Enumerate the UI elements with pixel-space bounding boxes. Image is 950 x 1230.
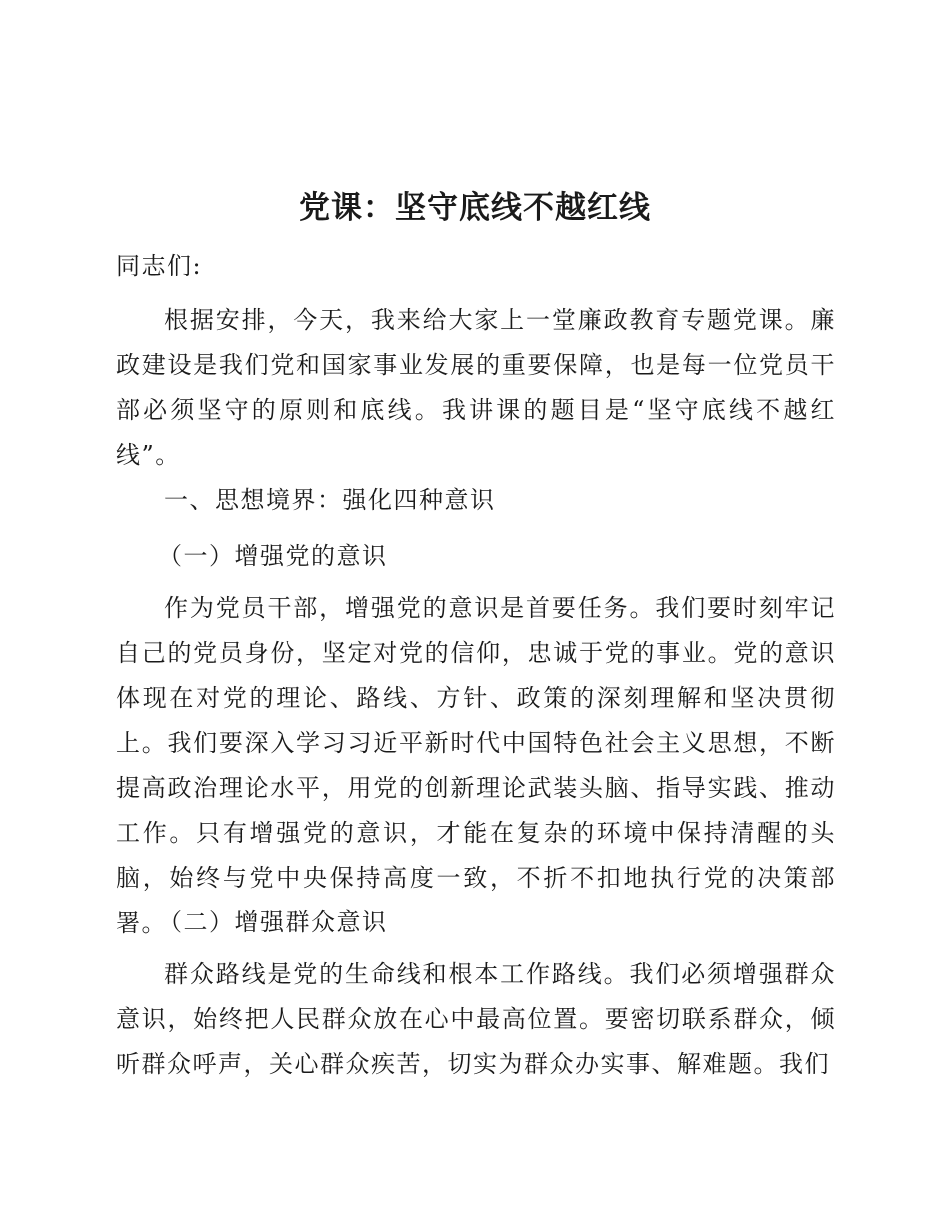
body-paragraph-mass-awareness: 群众路线是党的生命线和根本工作路线。我们必须增强群众意识，始终把人民群众放在心中最高位置。要密切联系群众，倾听群众呼声，关心群众疾苦，切实为群众办实事、解难题。我们	[116, 960, 836, 1078]
subsection-heading-2: （二）增强群众意识	[158, 908, 388, 936]
greeting: 同志们:	[116, 252, 203, 280]
subsection-heading-1: （一）增强党的意识	[158, 542, 388, 570]
document-title: 党课：坚守底线不越红线	[299, 190, 651, 226]
intro-paragraph: 根据安排，今天，我来给大家上一堂廉政教育专题党课。廉政建设是我们党和国家事业发展的重要保障，也是每一位党员干部必须坚守的原则和底线。我讲课的题目是“坚守底线不越红线”。	[116, 306, 836, 469]
section-heading-1: 一、思想境界：强化四种意识	[164, 486, 496, 514]
body-paragraph-party-awareness: 作为党员干部，增强党的意识是首要任务。我们要时刻牢记自己的党员身份，坚定对党的信仰，忠诚于党的事业。党的意识体现在对党的理论、路线、方针、政策的深刻理解和坚决贯彻上。我们要深入学习习近平新时代中国特色社会主义思想，不断提高政治理论水平，用党的创新理论武装头脑、指导实践、推动工作。只有增强党的意识，才能在复杂的环境中保持清醒的头脑，始终与党中央保持高度一致，不折不扣地执行党的决策部署。	[116, 594, 836, 937]
